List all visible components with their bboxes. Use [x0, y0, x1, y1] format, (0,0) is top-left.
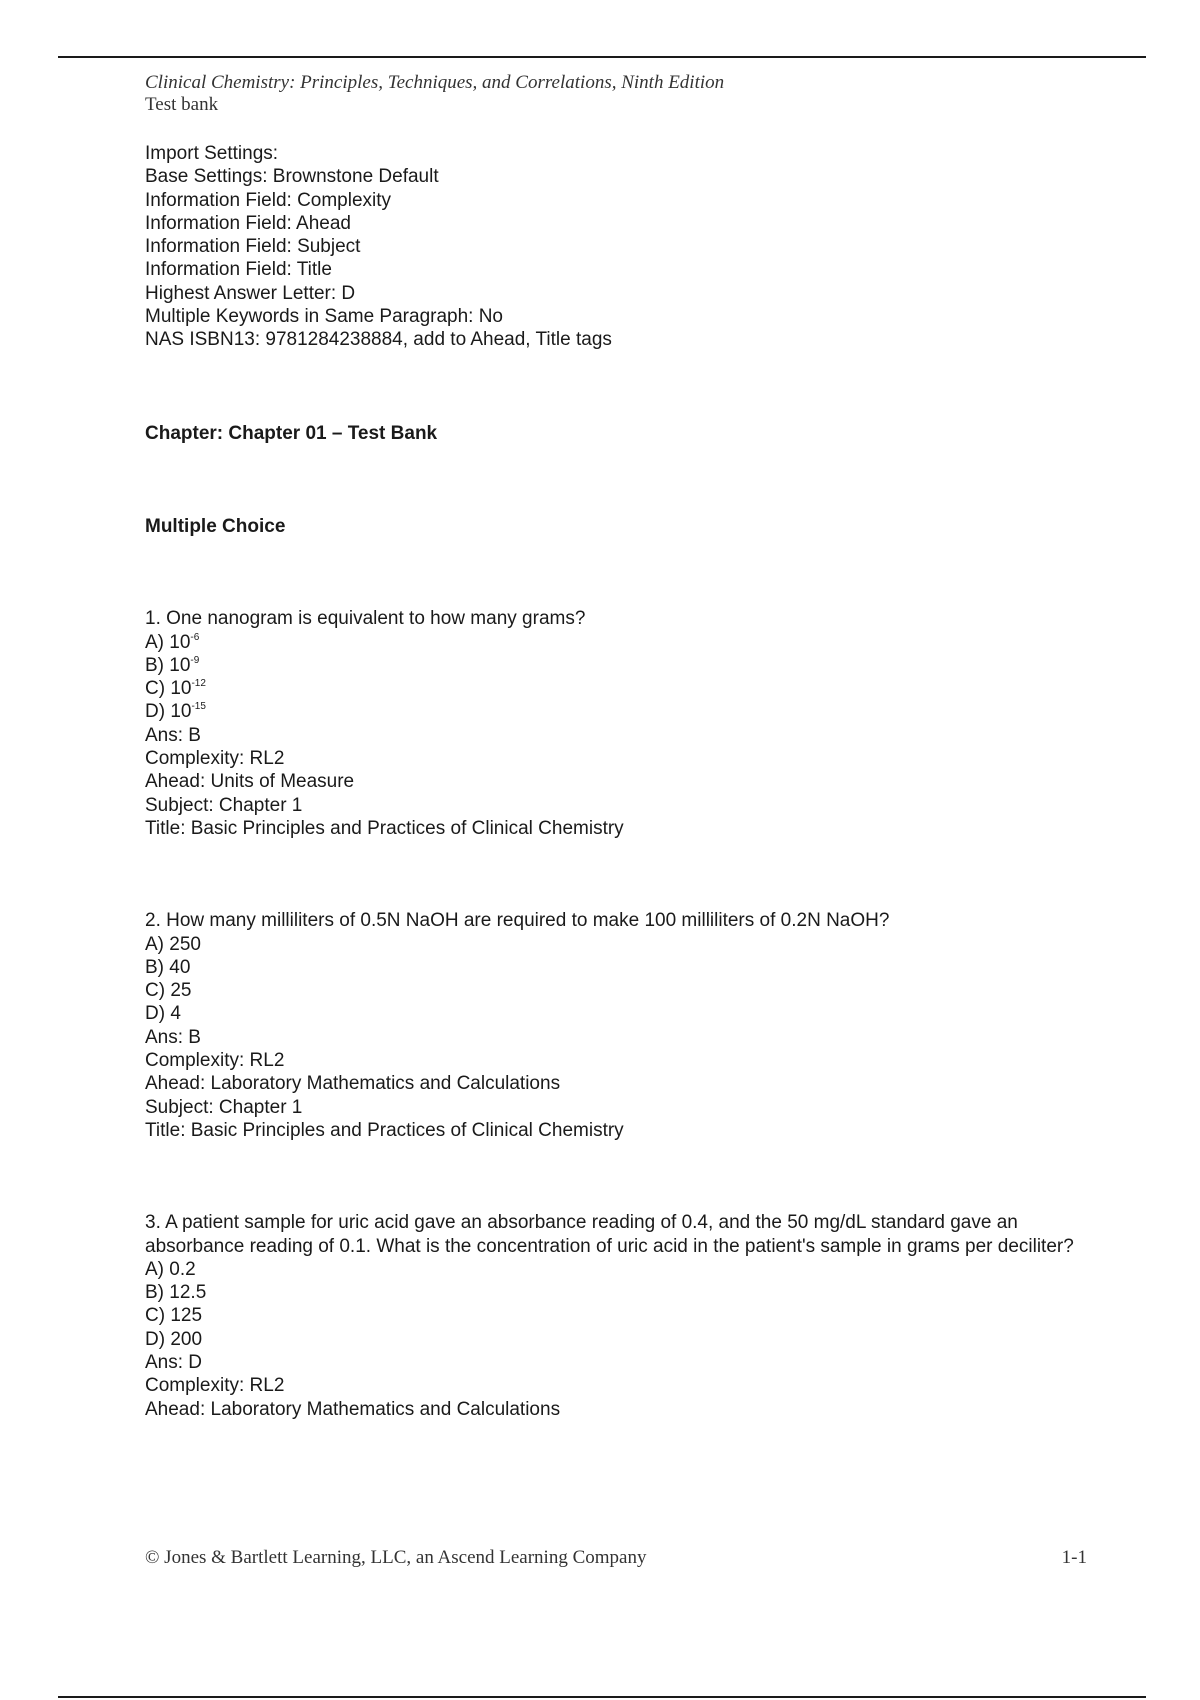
- section-heading: Multiple Choice: [145, 515, 286, 537]
- answer-option-b: B) 12.5: [145, 1282, 207, 1304]
- chapter-heading: Chapter: Chapter 01 – Test Bank: [145, 422, 438, 444]
- answer-key: Ans: B: [145, 1026, 201, 1048]
- question-stem: 3. A patient sample for uric acid gave an absorbance reading of 0.4, and the 50 mg/dL standard gave an absorbance reading of 0.1. What is the concentration of uric acid in the patient's sample in grams per deciliter?: [145, 1212, 1074, 1257]
- answer-option-d: D) 200: [145, 1328, 203, 1350]
- import-settings-line: NAS ISBN13: 9781284238884, add to Ahead, Title tags: [145, 329, 612, 351]
- book-title: Clinical Chemistry: Principles, Techniques, and Correlations, Ninth Edition: [145, 72, 725, 93]
- document-subtitle: Test bank: [145, 94, 219, 115]
- page-number: 1-1: [1061, 1547, 1087, 1568]
- question-1: [145, 607, 1075, 840]
- answer-option-a: A) 250: [145, 933, 201, 955]
- answer-option-b: B) $10^{-9}$: [145, 654, 200, 676]
- import-settings-line: Information Field: Subject: [145, 236, 361, 258]
- ahead-field: Ahead: Laboratory Mathematics and Calculations: [145, 1398, 561, 1420]
- question-stem: 1. One nanogram is equivalent to how many grams?: [145, 608, 586, 630]
- answer-key: Ans: D: [145, 1351, 203, 1373]
- import-settings-line: Base Settings: Brownstone Default: [145, 166, 439, 188]
- import-settings-line: Information Field: Ahead: [145, 212, 351, 234]
- top-rule: [58, 56, 1146, 58]
- ahead-field: Ahead: Laboratory Mathematics and Calculations: [145, 1073, 561, 1095]
- complexity-field: Complexity: RL2: [145, 1050, 285, 1072]
- import-settings-line: Information Field: Complexity: [145, 189, 392, 211]
- subject-field: Subject: Chapter 1: [145, 794, 303, 816]
- import-settings: [145, 142, 1075, 352]
- answer-option-d: D) 4: [145, 1003, 181, 1025]
- answer-option-d: D) $10^{-15}$: [145, 701, 206, 723]
- subject-field: Subject: Chapter 1: [145, 1096, 303, 1118]
- answer-option-c: C) 125: [145, 1305, 203, 1327]
- import-settings-line: Highest Answer Letter: D: [145, 282, 356, 304]
- question-stem: 2. How many milliliters of 0.5N NaOH are required to make 100 milliliters of 0.2N NaOH?: [145, 910, 890, 932]
- import-settings-line: Information Field: Title: [145, 259, 332, 281]
- complexity-field: Complexity: RL2: [145, 1375, 285, 1397]
- import-settings-line: Multiple Keywords in Same Paragraph: No: [145, 306, 504, 328]
- answer-option-a: A) $10^{-6}$: [145, 631, 200, 653]
- page-content: [145, 72, 1075, 1421]
- ahead-field: Ahead: Units of Measure: [145, 771, 355, 793]
- answer-option-a: A) 0.2: [145, 1258, 196, 1280]
- answer-option-c: C) $10^{-12}$: [145, 678, 206, 700]
- answer-key: Ans: B: [145, 724, 201, 746]
- bottom-rule: [58, 1696, 1146, 1698]
- answer-option-b: B) 40: [145, 956, 191, 978]
- title-field: Title: Basic Principles and Practices of Clinical Chemistry: [145, 817, 624, 839]
- import-settings-line: Import Settings:: [145, 143, 279, 164]
- question-2: [145, 909, 1075, 1142]
- question-3: [145, 1211, 1075, 1421]
- answer-option-c: C) 25: [145, 980, 192, 1002]
- title-field: Title: Basic Principles and Practices of Clinical Chemistry: [145, 1119, 624, 1141]
- copyright-notice: © Jones & Bartlett Learning, LLC, an Ascend Learning Company: [145, 1547, 647, 1568]
- complexity-field: Complexity: RL2: [145, 748, 285, 770]
